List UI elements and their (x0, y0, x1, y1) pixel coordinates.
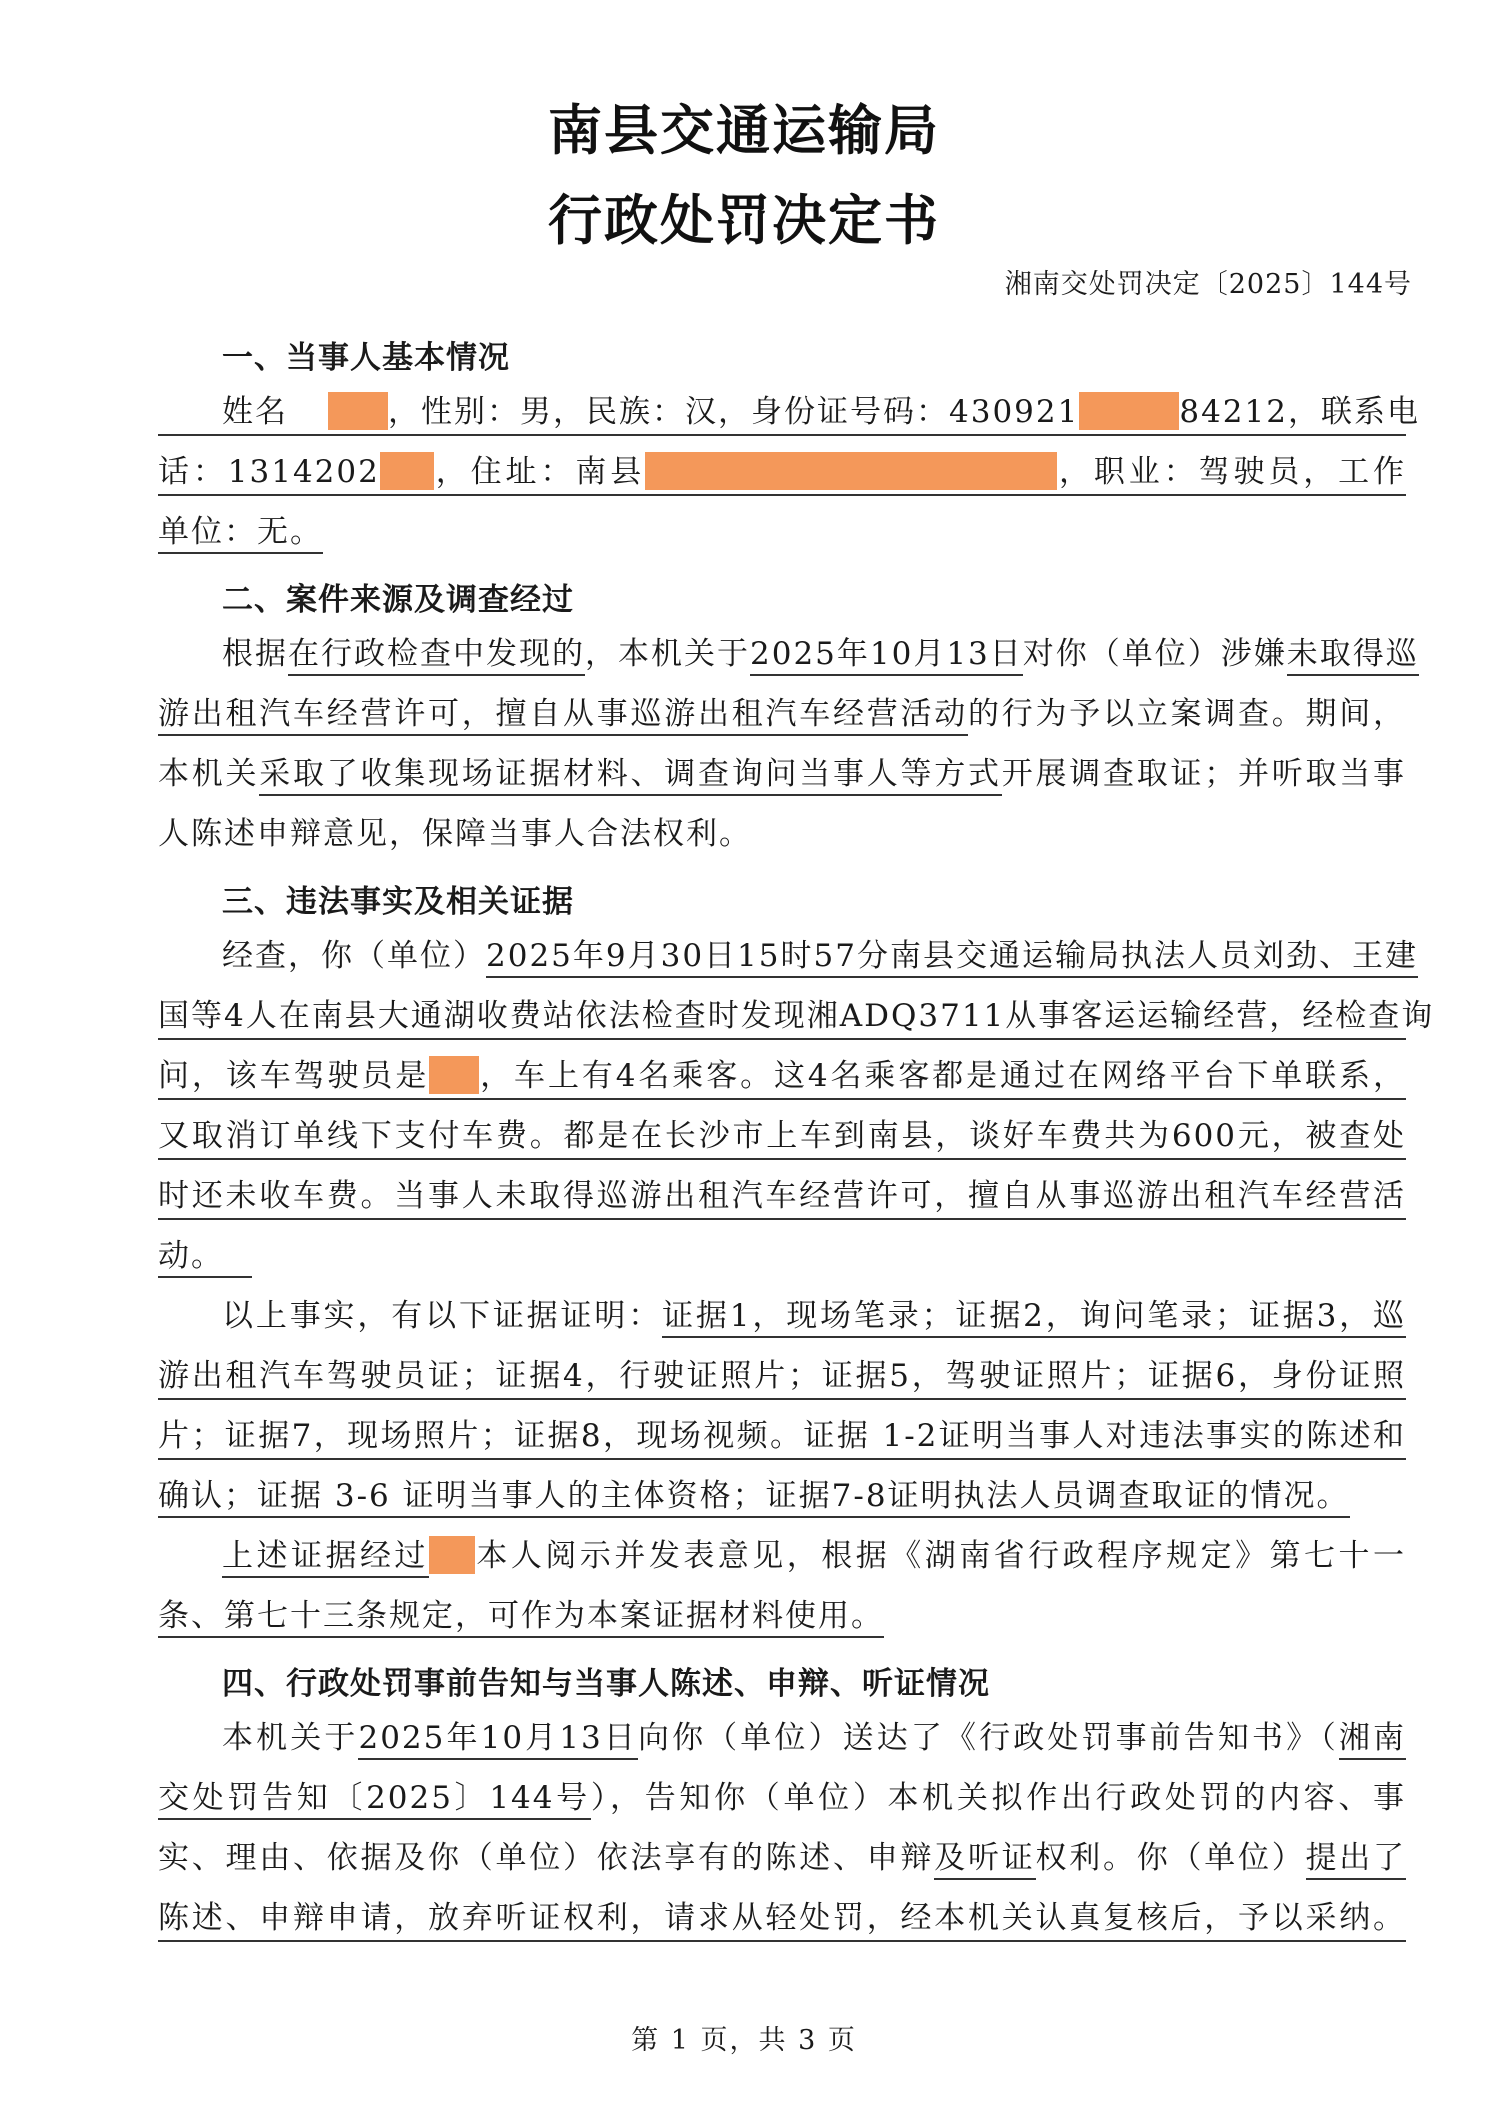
party-info-line-3: 单位：无。 (158, 512, 1406, 552)
redacted-id-number (1079, 392, 1179, 430)
page-number: 第 1 页，共 3 页 (631, 2025, 857, 2056)
redacted-phone (380, 452, 434, 490)
redacted-address (645, 452, 1057, 490)
section2-heading: 二、案件来源及调查经过 (222, 582, 574, 618)
facts-line-1: 经查，你（单位）2025年9月30日15时57分南县交通运输局执法人员刘劲、王建 (158, 936, 1406, 976)
issuer-title: 南县交通运输局 (548, 99, 940, 162)
evidence-review-line-2: 条、第七十三条规定，可作为本案证据材料使用。 (158, 1596, 1406, 1636)
notice-line-4: 陈述、申辩申请，放弃听证权利，请求从轻处罚，经本机关认真复核后，予以采纳。 (158, 1898, 1406, 1942)
redacted-driver-name (429, 1056, 479, 1094)
party-info-line-1: 姓名 ，性别：男，民族：汉，身份证号码：430921 84212，联系电 (158, 392, 1406, 436)
notice-line-3: 实、理由、依据及你（单位）依法享有的陈述、申辩及听证权利。你（单位）提出了 (158, 1838, 1406, 1878)
evidence-line-3: 片；证据7，现场照片；证据8，现场视频。证据 1-2证明当事人对违法事实的陈述和 (158, 1416, 1406, 1460)
notice-line-1: 本机关于2025年10月13日向你（单位）送达了《行政处罚事前告知书》（湘南 (158, 1718, 1406, 1758)
section4-heading: 四、行政处罚事前告知与当事人陈述、申辩、听证情况 (222, 1666, 990, 1702)
case-source-line-4: 人陈述申辩意见，保障当事人合法权利。 (158, 816, 752, 852)
evidence-line-2: 游出租汽车驾驶员证；证据4，行驶证照片；证据5，驾驶证照片；证据6，身份证照 (158, 1356, 1406, 1400)
facts-line-4: 又取消订单线下支付车费。都是在长沙市上车到南县，谈好车费共为600元，被查处 (158, 1116, 1406, 1160)
evidence-line-1: 以上事实，有以下证据证明：证据1，现场笔录；证据2，询问笔录；证据3，巡 (158, 1296, 1406, 1336)
section3-heading: 三、违法事实及相关证据 (222, 884, 574, 920)
facts-line-5: 时还未收车费。当事人未取得巡游出租汽车经营许可，擅自从事巡游出租汽车经营活 (158, 1176, 1406, 1220)
case-source-line-2: 游出租汽车经营许可，擅自从事巡游出租汽车经营活动的行为予以立案调查。期间， (158, 694, 1406, 734)
section1-heading: 一、当事人基本情况 (222, 340, 510, 376)
case-source-line-3: 本机关采取了收集现场证据材料、调查询问当事人等方式开展调查取证；并听取当事 (158, 754, 1406, 794)
evidence-review-line-1: 上述证据经过 本人阅示并发表意见，根据《湖南省行政程序规定》第七十一 (158, 1536, 1406, 1576)
facts-line-3: 问，该车驾驶员是 ，车上有4名乘客。这4名乘客都是通过在网络平台下单联系， (158, 1056, 1406, 1100)
redacted-party-name (429, 1536, 475, 1574)
facts-line-2: 国等4人在南县大通湖收费站依法检查时发现湘ADQ3711从事客运运输经营，经检查询 (158, 996, 1406, 1040)
party-info-line-2: 话：1314202 ，住址：南县 ，职业：驾驶员，工作 (158, 452, 1406, 496)
redacted-name (328, 392, 388, 430)
facts-line-6: 动。 (158, 1236, 1406, 1276)
document-number: 湘南交处罚决定〔2025〕144号 (1004, 269, 1412, 300)
evidence-line-4: 确认；证据 3-6 证明当事人的主体资格；证据7-8证明执法人员调查取证的情况。 (158, 1476, 1406, 1516)
notice-line-2: 交处罚告知〔2025〕144号），告知你（单位）本机关拟作出行政处罚的内容、事 (158, 1778, 1406, 1818)
case-source-line-1: 根据在行政检查中发现的，本机关于2025年10月13日对你（单位）涉嫌未取得巡 (158, 634, 1406, 674)
document-title: 行政处罚决定书 (548, 189, 940, 252)
